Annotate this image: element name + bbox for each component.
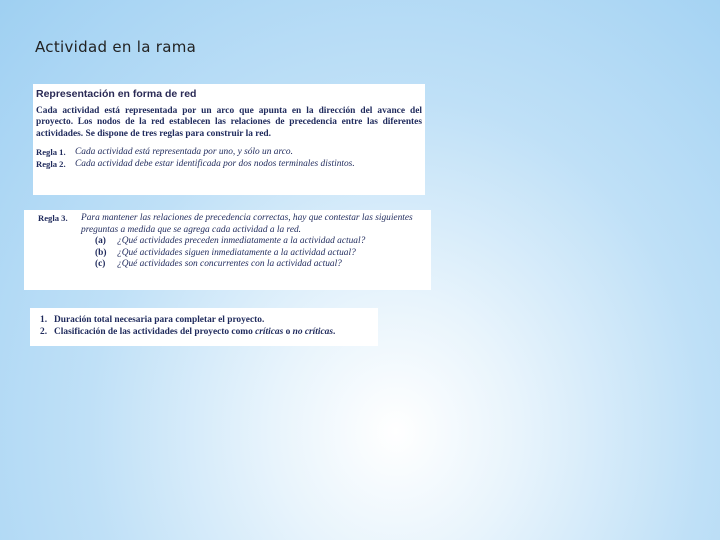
rule-label: Regla 2. [36,158,66,169]
item-text-prefix: Clasificación de las actividades del proyecto como [54,326,256,337]
question-b [38,248,423,260]
rule-3 [38,213,423,236]
item-number: 2. [40,326,48,337]
item-text-suffix: . [332,326,336,337]
results-panel [30,308,378,346]
rule-label: Regla 3. [38,213,68,223]
question-text: ¿Qué actividades son concurrentes con la actividad actual? [117,259,342,270]
item-text-middle: o [283,326,293,337]
item-number: 1. [40,315,48,325]
critical-term: críticas [255,326,284,337]
rule-1 [36,147,422,159]
network-representation-panel [33,84,425,195]
rule-label: Regla 1. [36,147,66,158]
item-text [54,327,335,339]
non-critical-term: no críticas [292,326,333,337]
question-text: ¿Qué actividades siguen inmediatamente a la actividad actual? [117,247,356,258]
rule-text: Cada actividad debe estar identificada por dos nodos terminales distintos. [75,158,355,169]
rule-text: Cada actividad está representada por uno, y sólo un arco. [75,147,293,158]
list-item [40,327,378,339]
question-c [38,259,423,271]
list-item [40,315,378,327]
question-text: ¿Qué actividades preceden inmediatamente a la actividad actual? [117,236,366,247]
question-letter: (a) [95,236,106,247]
item-text: Duración total necesaria para completar el proyecto. [54,315,265,325]
question-letter: (c) [95,259,106,270]
rule-2 [36,159,422,171]
intro-paragraph: Cada actividad está representada por un arco que apunta en la dirección del avance del proyecto. Los nodos de la red establecen las relaciones de precedencia entre las diferentes actividades. Se dispone de tres reglas para construir la red. [36,105,422,139]
panel-heading: Representación en forma de red [36,88,197,100]
question-letter: (b) [95,247,107,258]
rule-3-panel [24,210,431,290]
slide-title: Actividad en la rama [35,38,197,56]
rule-text: Para mantener las relaciones de precedencia correctas, hay que contestar las siguientes preguntas a medida que se agrega cada actividad a la red. [81,213,413,235]
question-a [38,236,423,248]
